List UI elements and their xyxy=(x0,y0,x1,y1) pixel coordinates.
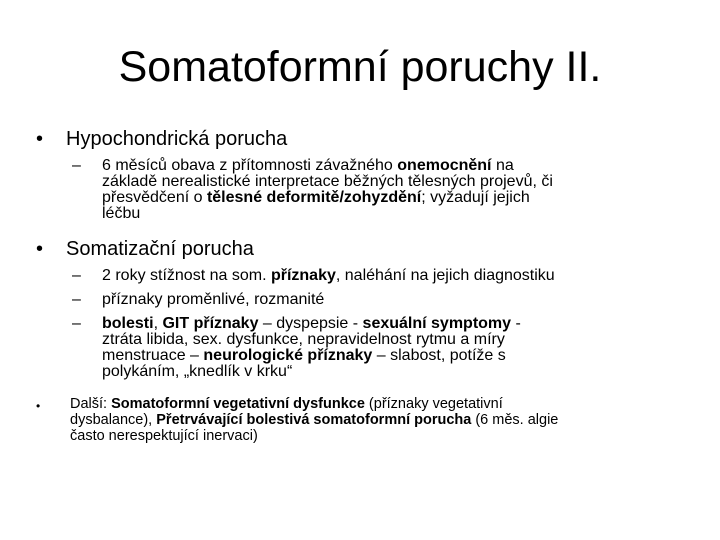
text-run: - xyxy=(511,315,521,332)
text-run-bold: bolesti xyxy=(102,315,154,332)
text-line xyxy=(102,190,702,206)
bullet-text xyxy=(70,396,710,444)
text-line: často nerespektující inervaci) xyxy=(70,428,258,444)
text-run-bold: onemocnění xyxy=(397,157,492,174)
text-run: 6 měsíců obava z přítomnosti závažného xyxy=(102,157,398,174)
text-run-bold: příznaky xyxy=(270,267,336,284)
text-run: přesvědčení o xyxy=(102,189,207,206)
text-line xyxy=(70,396,710,412)
dash-icon: – xyxy=(72,157,81,174)
text-run-bold: Přetrvávající bolestivá somatoformní porucha xyxy=(156,412,472,428)
bullet-icon: • xyxy=(36,128,44,150)
bullet-text: Somatizační porucha xyxy=(66,238,254,260)
text-run: ; vyžadují jejich xyxy=(421,189,530,206)
text-run: , xyxy=(153,315,163,332)
text-run-bold: GIT příznaky xyxy=(162,315,259,332)
text-run-bold: Somatoformní vegetativní dysfunkce xyxy=(111,396,365,412)
text-line xyxy=(102,316,702,332)
dash-icon: – xyxy=(72,267,81,284)
sub-text xyxy=(102,158,702,222)
sub-text xyxy=(102,316,702,380)
text-line: základě nerealistické interpretace běžných tělesných projevů, či xyxy=(102,173,553,190)
text-run: Další: xyxy=(70,396,112,412)
text-line: polykáním, „knedlík v krku“ xyxy=(102,363,293,380)
sub-text xyxy=(102,292,702,308)
dash-icon: – xyxy=(72,315,81,332)
text-run: – slabost, potíže s xyxy=(372,347,506,364)
text-run: dysbalance), xyxy=(70,412,157,428)
bullet-icon: • xyxy=(36,399,41,413)
slide-title: Somatoformní poruchy II. xyxy=(118,43,602,91)
text-run: na xyxy=(491,157,514,174)
bullet-icon: • xyxy=(36,238,44,260)
sub-text xyxy=(102,268,702,284)
text-run: – dyspepsie - xyxy=(258,315,363,332)
text-line: příznaky proměnlivé, rozmanité xyxy=(102,291,325,308)
text-run: (6 měs. algie xyxy=(471,412,559,428)
text-run: menstruace – xyxy=(102,347,204,364)
text-run-bold: sexuální symptomy xyxy=(362,315,512,332)
text-run-bold: tělesné deformitě/zohyzdění xyxy=(206,189,422,206)
text-line: ztráta libida, sex. dysfunkce, nepravidelnost rytmu a míry xyxy=(102,331,505,348)
text-run: 2 roky stížnost na som. xyxy=(102,267,271,284)
text-line xyxy=(70,412,710,428)
text-line: léčbu xyxy=(102,205,141,222)
text-run: (příznaky vegetativní xyxy=(364,396,503,412)
dash-icon: – xyxy=(72,291,81,308)
text-run: , naléhání na jejich diagnostiku xyxy=(335,267,555,284)
bullet-text: Hypochondrická porucha xyxy=(66,128,288,150)
text-run-bold: neurologické příznaky xyxy=(203,347,373,364)
text-line xyxy=(102,158,702,174)
text-line xyxy=(102,268,702,284)
text-line xyxy=(102,348,702,364)
